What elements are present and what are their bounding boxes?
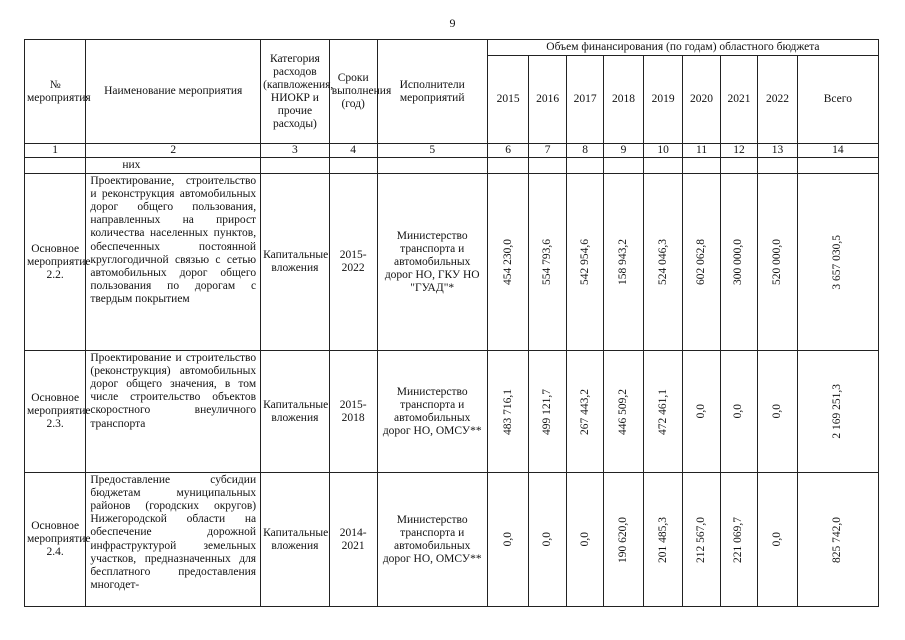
- value-cell: 483 716,1: [501, 388, 514, 435]
- value-cell: 446 509,2: [617, 388, 630, 435]
- row-num: Основное мероприятие 2.2.: [25, 174, 86, 351]
- header-year: 2021: [720, 56, 757, 144]
- column-number: 9: [604, 144, 644, 158]
- value-cell: 499 121,7: [541, 388, 554, 435]
- column-number: 2: [86, 144, 261, 158]
- column-number: 12: [720, 144, 757, 158]
- value-cell: 158 943,2: [617, 239, 630, 286]
- header-name: Наименование мероприятия: [86, 40, 261, 144]
- header-year: 2019: [643, 56, 683, 144]
- value-cell: 554 793,6: [541, 239, 554, 286]
- column-number: 5: [377, 144, 487, 158]
- row-executors: Министерство транспорта и автомобильных дорог НО, ОМСУ**: [377, 473, 487, 607]
- table-row: [25, 174, 879, 351]
- column-number: 14: [797, 144, 878, 158]
- continuation-text: них: [86, 158, 261, 174]
- header-num: № мероприятия: [25, 40, 86, 144]
- total-cell: 3 657 030,5: [831, 234, 844, 290]
- value-cell: 520 000,0: [770, 239, 783, 286]
- funding-table: [24, 39, 879, 607]
- header-year: 2022: [758, 56, 798, 144]
- value-cell: 0,0: [578, 532, 591, 547]
- column-number: 8: [566, 144, 603, 158]
- page-number: 9: [449, 16, 456, 30]
- column-number: 7: [529, 144, 566, 158]
- value-cell: 212 567,0: [695, 516, 708, 563]
- value-cell: 201 485,3: [656, 516, 669, 563]
- value-cell: 0,0: [770, 404, 783, 419]
- row-executors: Министерство транспорта и автомобильных дорог НО, ГКУ НО "ГУАД"*: [377, 174, 487, 351]
- table-row: [25, 473, 879, 607]
- row-executors: Министерство транспорта и автомобильных дорог НО, ОМСУ**: [377, 351, 487, 473]
- header-category: Категория расходов (капвложения, НИОКР и прочие расходы): [261, 40, 330, 144]
- header-terms: Сроки выполнения (год): [329, 40, 377, 144]
- column-number: 1: [25, 144, 86, 158]
- column-number: 10: [643, 144, 683, 158]
- row-category: Капитальные вложения: [261, 174, 330, 351]
- column-number: 13: [758, 144, 798, 158]
- row-category: Капитальные вложения: [261, 351, 330, 473]
- value-cell: 267 443,2: [578, 388, 591, 435]
- value-cell: 190 620,0: [617, 516, 630, 563]
- header-year: 2016: [529, 56, 566, 144]
- header-total: Всего: [797, 56, 878, 144]
- table-row: [25, 351, 879, 473]
- value-cell: 221 069,7: [732, 516, 745, 563]
- row-name: Проектирование и строительство (реконструкция) автомобильных дорог общего значения, в том числе строительство объектов скоростного внеуличного транспорта: [86, 351, 261, 473]
- value-cell: 542 954,6: [578, 239, 591, 286]
- row-category: Капитальные вложения: [261, 473, 330, 607]
- value-cell: 602 062,8: [695, 239, 708, 286]
- value-cell: 0,0: [541, 532, 554, 547]
- column-number: 3: [261, 144, 330, 158]
- column-number: 4: [329, 144, 377, 158]
- value-cell: 0,0: [770, 532, 783, 547]
- value-cell: 0,0: [732, 404, 745, 419]
- value-cell: 524 046,3: [656, 239, 669, 286]
- header-year: 2017: [566, 56, 603, 144]
- header-year: 2018: [604, 56, 644, 144]
- column-number: 11: [683, 144, 720, 158]
- row-name: Предоставление субсидии бюджетам муниципальных районов (городских округов) Нижегородской области на обеспечение дорожной инфраструктурой земельных участков, предназначенных для бесплатного предоставления многодет-: [86, 473, 261, 607]
- total-cell: 2 169 251,3: [831, 384, 844, 439]
- value-cell: 0,0: [695, 404, 708, 419]
- row-num: Основное мероприятие 2.4.: [25, 473, 86, 607]
- header-year: 2020: [683, 56, 720, 144]
- value-cell: 472 461,1: [656, 388, 669, 435]
- row-terms: 2014-2021: [329, 473, 377, 607]
- value-cell: 0,0: [501, 532, 514, 547]
- header-executors: Исполнители мероприятий: [377, 40, 487, 144]
- row-terms: 2015-2018: [329, 351, 377, 473]
- row-name: Проектирование, строительство и реконструкция автомобильных дорог общего пользования, направленных на прирост количества населенных пунктов, обеспеченных постоянной круглогодичной связью с сетью автомобильных дорог общего пользования по дорогам с твердым покрытием: [86, 174, 261, 351]
- header-funding-group: Объем финансирования (по годам) областного бюджета: [487, 40, 878, 56]
- value-cell: 454 230,0: [501, 239, 514, 286]
- header-year: 2015: [487, 56, 529, 144]
- value-cell: 300 000,0: [732, 239, 745, 286]
- row-terms: 2015-2022: [329, 174, 377, 351]
- total-cell: 825 742,0: [831, 516, 844, 563]
- row-num: Основное мероприятие 2.3.: [25, 351, 86, 473]
- column-number: 6: [487, 144, 529, 158]
- continuation-row: [25, 158, 879, 174]
